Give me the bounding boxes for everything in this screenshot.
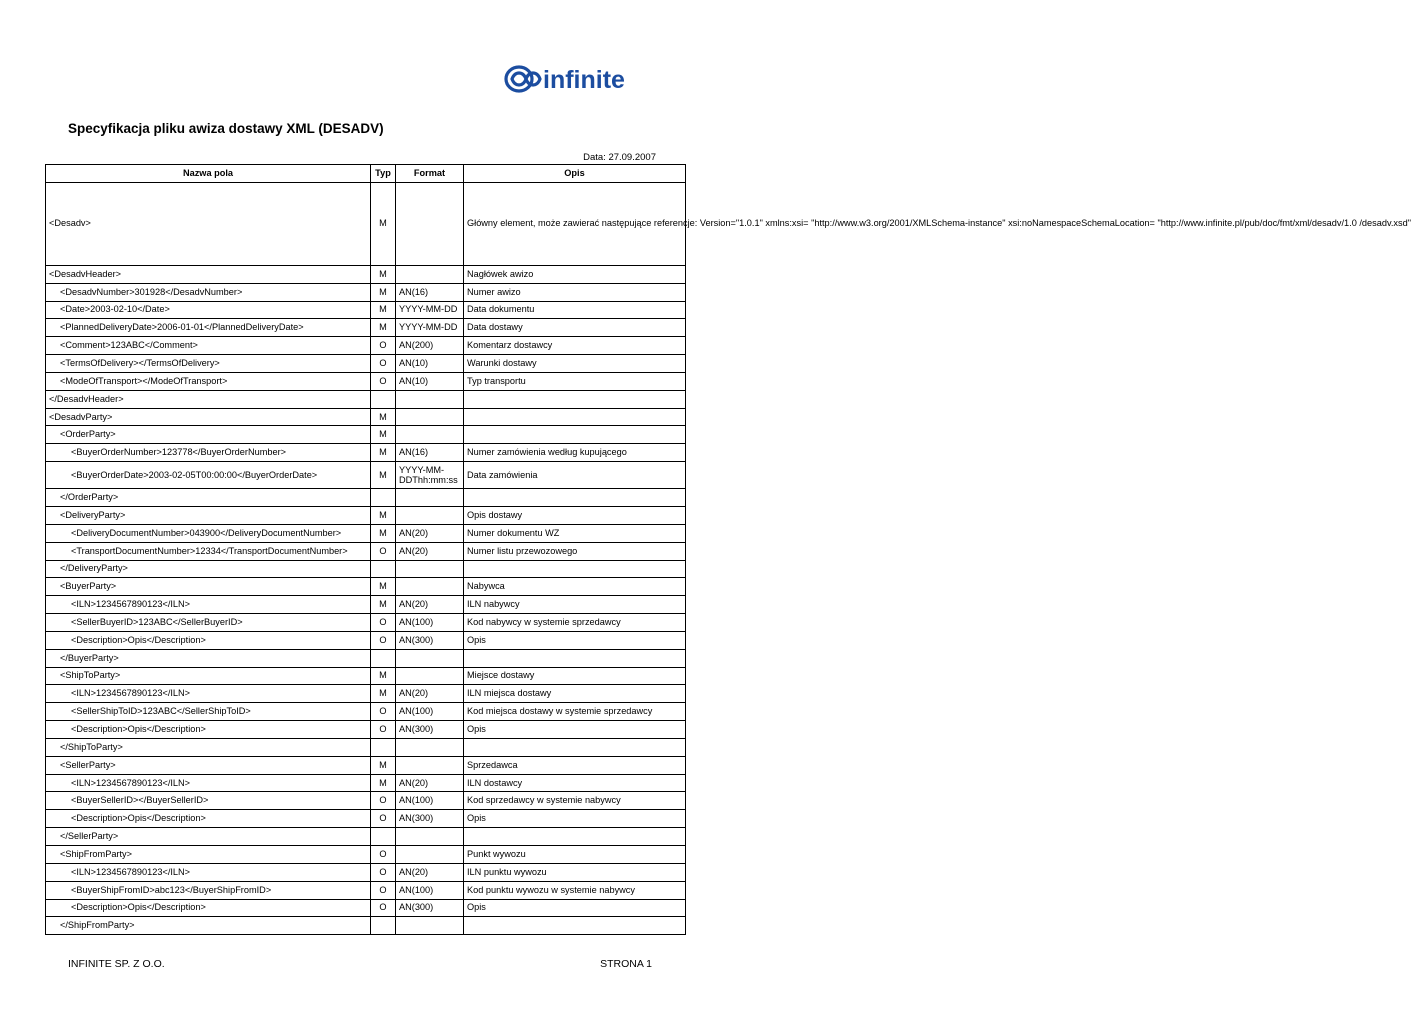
field-description-cell: Numer awizo [464,283,686,301]
field-description-cell: Kod punktu wywozu w systemie nabywcy [464,881,686,899]
table-body [46,182,1411,934]
field-type-cell: M [371,578,396,596]
field-format-cell: AN(16) [396,283,464,301]
field-name-cell: </ShipFromParty> [46,917,371,935]
field-type-cell: M [371,265,396,283]
field-name-cell: <SellerShipToID>123ABC</SellerShipToID> [46,703,371,721]
table-row [46,426,686,444]
field-format-cell [396,506,464,524]
field-name-cell: <BuyerSellerID></BuyerSellerID> [46,792,371,810]
field-description-cell: Komentarz dostawcy [464,337,686,355]
field-type-cell: M [371,283,396,301]
field-format-cell [396,917,464,935]
field-description-cell: Numer dokumentu WZ [464,524,686,542]
table-row [46,337,686,355]
table-row [46,355,686,373]
field-description-cell [464,408,686,426]
field-description-cell [464,738,686,756]
field-description-cell: ILN miejsca dostawy [464,685,686,703]
field-type-cell: O [371,810,396,828]
table-row [46,917,686,935]
field-description-cell: Opis [464,899,686,917]
field-description-cell: Miejsce dostawy [464,667,686,685]
table-row [46,319,686,337]
column-header-format: Format [396,165,464,183]
field-description-cell [464,917,686,935]
field-name-cell: <ILN>1234567890123</ILN> [46,685,371,703]
field-name-cell: <TransportDocumentNumber>12334</TransportDocumentNumber> [46,542,371,560]
field-description-cell: Nagłówek awizo [464,265,686,283]
field-description-cell: Sprzedawca [464,756,686,774]
field-format-cell: AN(20) [396,542,464,560]
field-format-cell [396,560,464,578]
field-name-cell: <SellerBuyerID>123ABC</SellerBuyerID> [46,614,371,632]
field-name-cell: <ILN>1234567890123</ILN> [46,863,371,881]
field-name-cell: </OrderParty> [46,489,371,507]
field-name-cell: <Description>Opis</Description> [46,721,371,739]
field-name-cell: <TermsOfDelivery></TermsOfDelivery> [46,355,371,373]
field-name-cell: <Description>Opis</Description> [46,899,371,917]
field-name-cell: <BuyerOrderDate>2003-02-05T00:00:00</BuyerOrderDate> [46,462,371,489]
document-date: Data: 27.09.2007 [583,152,656,163]
table-row [46,899,686,917]
column-header-type: Typ [371,165,396,183]
field-type-cell: M [371,506,396,524]
infinite-logo [503,62,653,96]
field-description-cell: Opis [464,631,686,649]
field-type-cell [371,560,396,578]
field-name-cell: <Date>2003-02-10</Date> [46,301,371,319]
table-row [46,489,686,507]
table-row [46,614,686,632]
field-format-cell [396,667,464,685]
field-description-cell [464,649,686,667]
field-type-cell: M [371,756,396,774]
field-name-cell: <ILN>1234567890123</ILN> [46,774,371,792]
field-name-cell: <Description>Opis</Description> [46,631,371,649]
field-type-cell: M [371,319,396,337]
field-format-cell [396,649,464,667]
table-row [46,721,686,739]
field-type-cell: O [371,337,396,355]
field-type-cell [371,828,396,846]
field-type-cell: O [371,899,396,917]
field-name-cell: </ShipToParty> [46,738,371,756]
field-description-cell: Warunki dostawy [464,355,686,373]
field-type-cell: O [371,614,396,632]
field-description-cell: Numer zamówienia według kupującego [464,444,686,462]
field-format-cell: YYYY-MM- DDThh:mm:ss [396,462,464,489]
table-row [46,390,686,408]
field-name-cell: <ShipFromParty> [46,846,371,864]
field-format-cell [396,489,464,507]
field-type-cell: O [371,792,396,810]
table-row [46,462,686,489]
field-type-cell: M [371,462,396,489]
field-name-cell: <SellerParty> [46,756,371,774]
field-format-cell [396,738,464,756]
field-description-cell: Kod nabywcy w systemie sprzedawcy [464,614,686,632]
field-type-cell: M [371,301,396,319]
field-type-cell: O [371,863,396,881]
specification-table [45,164,1411,935]
table-row [46,846,686,864]
field-name-cell: <BuyerShipFromID>abc123</BuyerShipFromID> [46,881,371,899]
field-format-cell: YYYY-MM-DD [396,301,464,319]
field-name-cell: <Comment>123ABC</Comment> [46,337,371,355]
table-row [46,631,686,649]
field-name-cell: <Desadv> [46,182,371,265]
field-format-cell: YYYY-MM-DD [396,319,464,337]
table-row [46,828,686,846]
field-description-cell: Główny element, może zawierać następujące referencje: Version="1.0.1" xmlns:xsi= "http://www.w3.org/2001/XMLSchema-instance" xsi:noNamespaceSchemaLocation= "http://www.infinite.pl/pub/doc/fmt/xml/desadv/1.0 /desadv.xsd" [464,182,686,265]
field-format-cell: AN(100) [396,703,464,721]
field-name-cell: <DeliveryParty> [46,506,371,524]
field-type-cell: M [371,667,396,685]
field-name-cell: <ILN>1234567890123</ILN> [46,596,371,614]
field-description-cell: Data dostawy [464,319,686,337]
field-type-cell: M [371,182,396,265]
logo-wordmark: infinite [543,66,625,94]
table-row [46,560,686,578]
field-format-cell: AN(10) [396,355,464,373]
field-format-cell [396,578,464,596]
field-format-cell: AN(300) [396,631,464,649]
field-format-cell: AN(100) [396,614,464,632]
field-description-cell: ILN nabywcy [464,596,686,614]
table-header-row [46,165,686,183]
field-format-cell [396,426,464,444]
table-row [46,182,686,265]
table-row [46,685,686,703]
field-name-cell: <DesadvParty> [46,408,371,426]
field-name-cell: </SellerParty> [46,828,371,846]
field-type-cell: O [371,355,396,373]
field-type-cell [371,390,396,408]
field-description-cell: ILN punktu wywozu [464,863,686,881]
field-type-cell: O [371,846,396,864]
field-name-cell: <OrderParty> [46,426,371,444]
table-row [46,265,686,283]
field-type-cell: O [371,542,396,560]
table-row [46,774,686,792]
field-type-cell: O [371,703,396,721]
table-row [46,703,686,721]
field-format-cell [396,182,464,265]
field-format-cell [396,265,464,283]
field-format-cell: AN(16) [396,444,464,462]
table-row [46,738,686,756]
field-format-cell [396,846,464,864]
infinite-logo-graphic [503,62,653,96]
footer-page-number: STRONA 1 [600,958,652,970]
field-format-cell: AN(300) [396,899,464,917]
field-name-cell: </DesadvHeader> [46,390,371,408]
field-description-cell: Kod sprzedawcy w systemie nabywcy [464,792,686,810]
table-row [46,792,686,810]
field-type-cell [371,489,396,507]
field-type-cell: M [371,596,396,614]
table-row [46,506,686,524]
field-format-cell: AN(20) [396,524,464,542]
field-description-cell: ILN dostawcy [464,774,686,792]
table-row [46,301,686,319]
column-header-name: Nazwa pola [46,165,371,183]
footer-company: INFINITE SP. Z O.O. [68,958,165,970]
field-type-cell [371,738,396,756]
table-row [46,756,686,774]
field-format-cell: AN(20) [396,774,464,792]
field-type-cell: M [371,426,396,444]
field-type-cell: M [371,524,396,542]
field-type-cell [371,917,396,935]
field-name-cell: <BuyerOrderNumber>123778</BuyerOrderNumber> [46,444,371,462]
table-row [46,408,686,426]
table-row [46,881,686,899]
field-format-cell: AN(20) [396,863,464,881]
field-name-cell: <ModeOfTransport></ModeOfTransport> [46,372,371,390]
field-type-cell: O [371,721,396,739]
table-row [46,283,686,301]
field-description-cell: Typ transportu [464,372,686,390]
field-description-cell [464,828,686,846]
field-format-cell: AN(10) [396,372,464,390]
table-row [46,596,686,614]
table-row [46,667,686,685]
field-name-cell: <DesadvHeader> [46,265,371,283]
field-type-cell: M [371,444,396,462]
field-description-cell: Opis dostawy [464,506,686,524]
field-name-cell: </DeliveryParty> [46,560,371,578]
field-description-cell: Punkt wywozu [464,846,686,864]
field-name-cell: <BuyerParty> [46,578,371,596]
field-type-cell: O [371,372,396,390]
field-description-cell [464,426,686,444]
field-description-cell: Opis [464,721,686,739]
field-format-cell: AN(100) [396,792,464,810]
field-description-cell: Nabywca [464,578,686,596]
field-description-cell [464,489,686,507]
table-row [46,578,686,596]
field-format-cell: AN(300) [396,810,464,828]
field-format-cell: AN(300) [396,721,464,739]
table-row [46,542,686,560]
field-name-cell: <PlannedDeliveryDate>2006-01-01</PlannedDeliveryDate> [46,319,371,337]
document-title: Specyfikacja pliku awiza dostawy XML (DESADV) [68,121,384,136]
field-description-cell: Numer listu przewozowego [464,542,686,560]
field-format-cell: AN(100) [396,881,464,899]
field-type-cell: O [371,631,396,649]
field-description-cell [464,560,686,578]
field-description-cell: Data zamówienia [464,462,686,489]
field-format-cell: AN(20) [396,685,464,703]
field-format-cell [396,756,464,774]
field-name-cell: <ShipToParty> [46,667,371,685]
field-format-cell [396,390,464,408]
table-row [46,810,686,828]
field-format-cell [396,408,464,426]
field-format-cell: AN(200) [396,337,464,355]
field-type-cell: M [371,685,396,703]
field-name-cell: <DesadvNumber>301928</DesadvNumber> [46,283,371,301]
field-format-cell: AN(20) [396,596,464,614]
table-row [46,372,686,390]
field-description-cell: Opis [464,810,686,828]
field-name-cell: <DeliveryDocumentNumber>043900</DeliveryDocumentNumber> [46,524,371,542]
column-header-description: Opis [464,165,686,183]
field-type-cell: M [371,408,396,426]
field-type-cell: M [371,774,396,792]
field-format-cell [396,828,464,846]
table-row [46,863,686,881]
field-description-cell: Data dokumentu [464,301,686,319]
table-row [46,649,686,667]
field-type-cell: O [371,881,396,899]
table-row [46,444,686,462]
field-name-cell: <Description>Opis</Description> [46,810,371,828]
table-row [46,524,686,542]
field-description-cell [464,390,686,408]
field-type-cell [371,649,396,667]
field-name-cell: </BuyerParty> [46,649,371,667]
field-description-cell: Kod miejsca dostawy w systemie sprzedawcy [464,703,686,721]
